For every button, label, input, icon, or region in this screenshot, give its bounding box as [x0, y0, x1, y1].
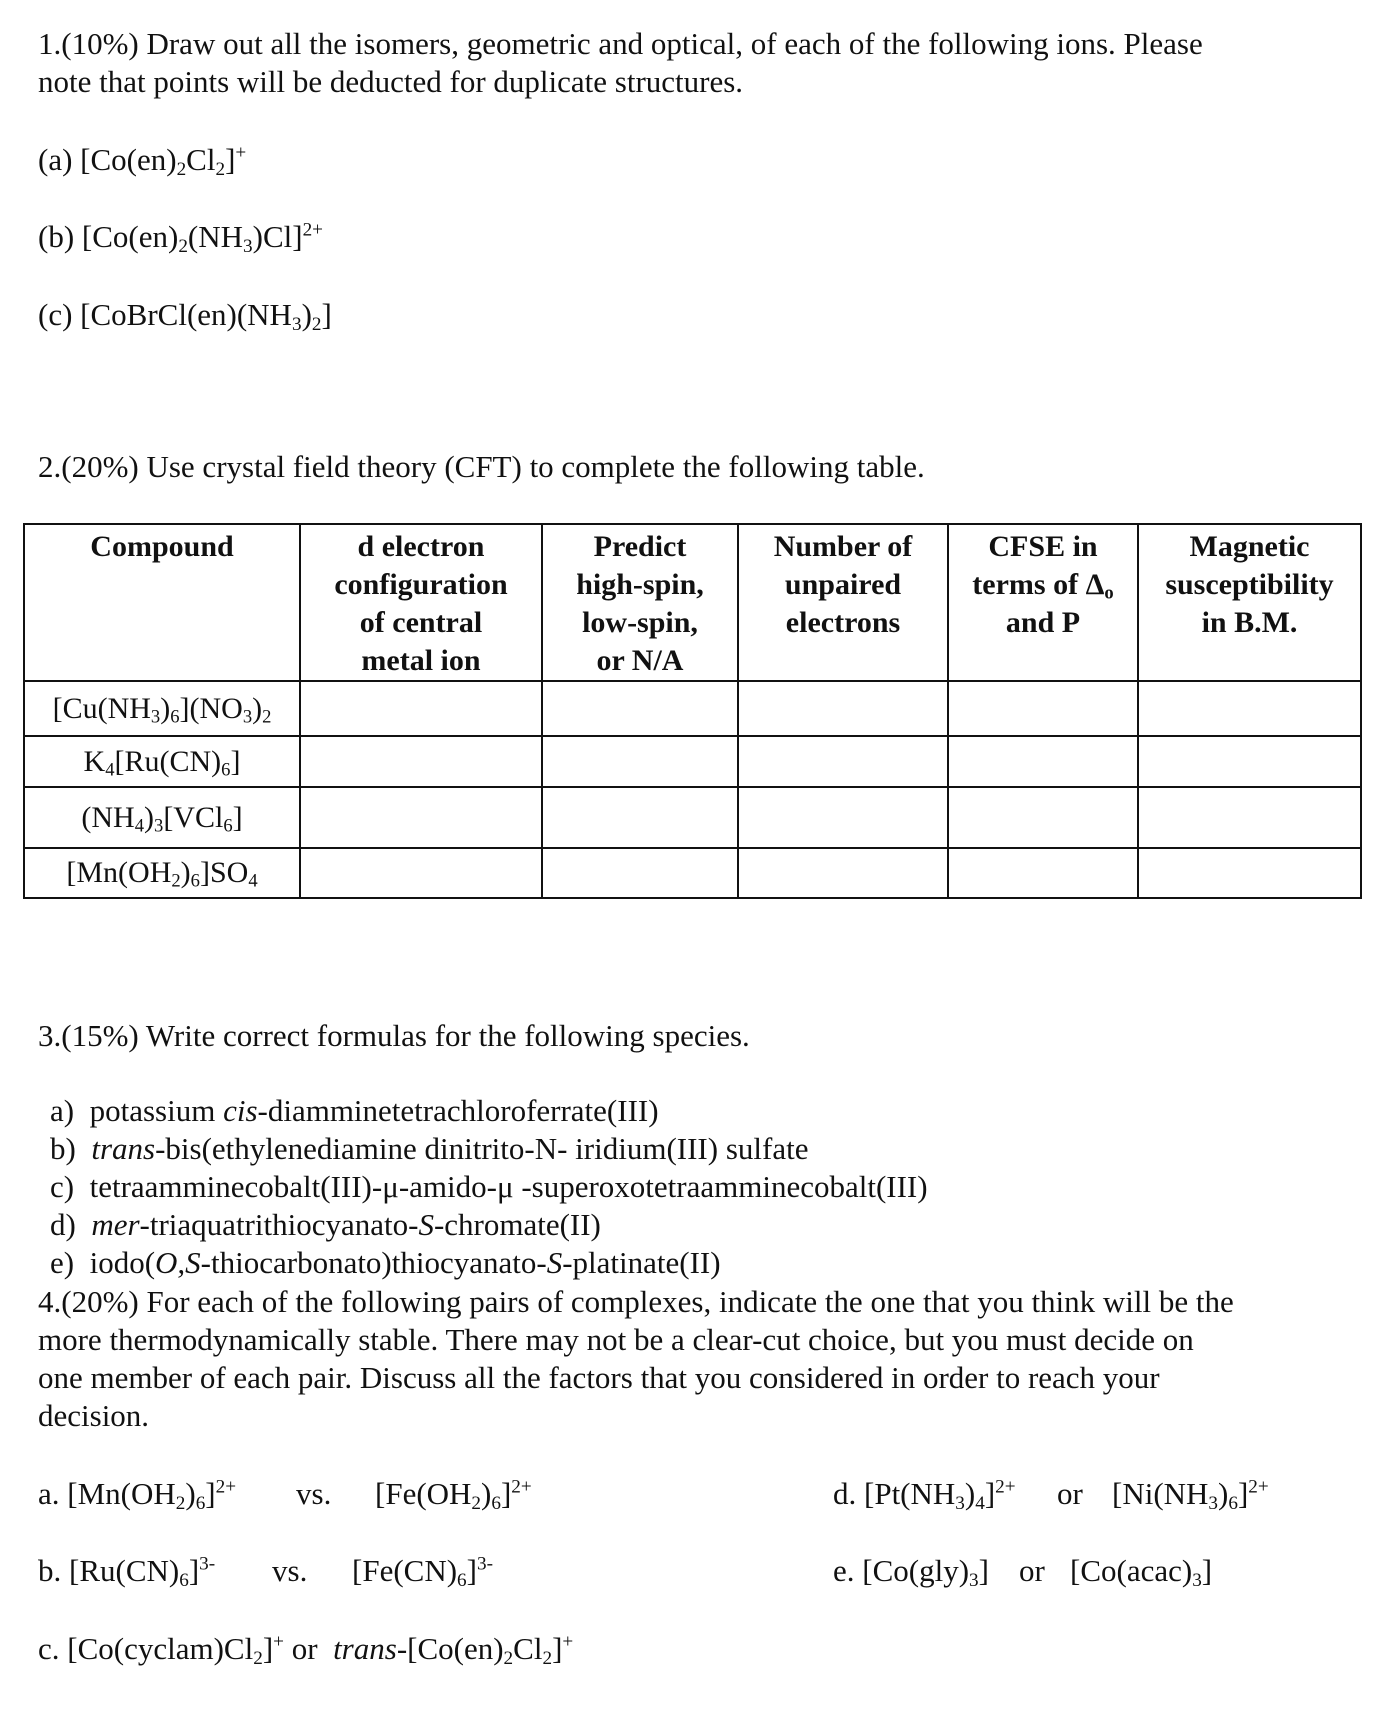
answer-cell[interactable] — [542, 787, 738, 848]
q3-intro: 3.(15%) Write correct formulas for the following species. — [38, 1018, 750, 1053]
q4-item-b-second: $[Fe(CN)_6]^{3-}$ — [352, 1553, 493, 1591]
header-d-electron: d electron configuration of central metal ion — [300, 524, 542, 681]
q4-item-e: e. $[Co(gly)_3]$ — [833, 1553, 989, 1591]
answer-cell[interactable] — [300, 787, 542, 848]
answer-cell[interactable] — [1138, 736, 1361, 787]
q2-intro: 2.(20%) Use crystal field theory (CFT) to complete the following table. — [38, 449, 925, 484]
answer-cell[interactable] — [1138, 848, 1361, 898]
q4-item-d-second: $[Ni(NH_3)_6]^{2+}$ — [1112, 1476, 1269, 1514]
header-spin: Predict high-spin, low-spin, or N/A — [542, 524, 738, 681]
q4-item-c: c. $[Co(cyclam)Cl_2]^+$ or trans-$[Co(en)_2Cl_2]^+$ — [38, 1631, 574, 1669]
q4-item-d-or: or — [1057, 1476, 1083, 1511]
q4-line4: decision. — [38, 1398, 150, 1433]
q4-line1: 4.(20%) For each of the following pairs of complexes, indicate the one that you think will be the — [38, 1284, 1234, 1319]
compound-cell: $[Cu(NH_3)_6](NO_3)_2$ — [24, 681, 300, 736]
q3-item-a: a) potassium cis-diamminetetrachloroferrate(III) — [50, 1093, 659, 1128]
q4-item-e-or: or — [1019, 1553, 1045, 1588]
compound-cell: $[Mn(OH_2)_6]SO_4$ — [24, 848, 300, 898]
answer-cell[interactable] — [1138, 787, 1361, 848]
table-row — [24, 736, 1361, 787]
q3-item-c: c) tetraamminecobalt(III)-μ-amido-μ -superoxotetraamminecobalt(III) — [50, 1169, 928, 1204]
q1-item-c: (c) $[CoBrCl(en)(NH_3)_2]$ — [38, 297, 332, 335]
q4-item-a: a. $[Mn(OH_2)_6]^{2+}$ — [38, 1476, 237, 1514]
compound-cell: $K_4[Ru(CN)_6]$ — [24, 736, 300, 787]
answer-cell[interactable] — [948, 736, 1138, 787]
table-row — [24, 848, 1361, 898]
q4-item-b: b. $[Ru(CN)_6]^{3-}$ — [38, 1553, 216, 1591]
q4-line3: one member of each pair. Discuss all the factors that you considered in order to reach your — [38, 1360, 1160, 1395]
q4-item-b-vs: vs. — [272, 1553, 308, 1588]
header-magnetic: Magnetic susceptibility in B.M. — [1138, 524, 1361, 681]
header-compound: Compound — [24, 524, 300, 681]
table-header-row — [24, 524, 1361, 681]
q3-item-b: b) trans-bis(ethylenediamine dinitrito-N- iridium(III) sulfate — [50, 1131, 809, 1166]
answer-cell[interactable] — [542, 736, 738, 787]
q3-item-e: e) iodo(O,S-thiocarbonato)thiocyanato-S-platinate(II) — [50, 1245, 721, 1280]
q1-line2: note that points will be deducted for duplicate structures. — [38, 64, 744, 99]
answer-cell[interactable] — [738, 787, 948, 848]
answer-cell[interactable] — [300, 848, 542, 898]
q4-item-a-vs: vs. — [296, 1476, 332, 1511]
table-row — [24, 787, 1361, 848]
table-row — [24, 681, 1361, 736]
answer-cell[interactable] — [948, 848, 1138, 898]
answer-cell[interactable] — [1138, 681, 1361, 736]
header-unpaired: Number of unpaired electrons — [738, 524, 948, 681]
q4-line2: more thermodynamically stable. There may not be a clear-cut choice, but you must decide on — [38, 1322, 1194, 1357]
answer-cell[interactable] — [542, 848, 738, 898]
q1-item-a: (a) $[Co(en)_2Cl_2]^+$ — [38, 142, 247, 180]
answer-cell[interactable] — [738, 848, 948, 898]
answer-cell[interactable] — [300, 736, 542, 787]
q1-line1: 1.(10%) Draw out all the isomers, geometric and optical, of each of the following ions. Please — [38, 26, 1203, 61]
q4-item-e-second: $[Co(acac)_3]$ — [1070, 1553, 1213, 1591]
q3-item-d: d) mer-triaquatrithiocyanato-S-chromate(II) — [50, 1207, 601, 1242]
header-cfse: CFSE in terms of $\Delta_o$ and P — [948, 524, 1138, 681]
answer-cell[interactable] — [948, 681, 1138, 736]
compound-cell: $(NH_4)_3[VCl_6]$ — [24, 787, 300, 848]
q4-item-d: d. $[Pt(NH_3)_4]^{2+}$ — [833, 1476, 1016, 1514]
answer-cell[interactable] — [542, 681, 738, 736]
answer-cell[interactable] — [948, 787, 1138, 848]
cft-table — [23, 523, 1362, 899]
answer-cell[interactable] — [738, 681, 948, 736]
q4-item-a-second: $[Fe(OH_2)_6]^{2+}$ — [375, 1476, 532, 1514]
answer-cell[interactable] — [300, 681, 542, 736]
answer-cell[interactable] — [738, 736, 948, 787]
q1-item-b: (b) $[Co(en)_2(NH_3)Cl]^{2+}$ — [38, 219, 324, 257]
